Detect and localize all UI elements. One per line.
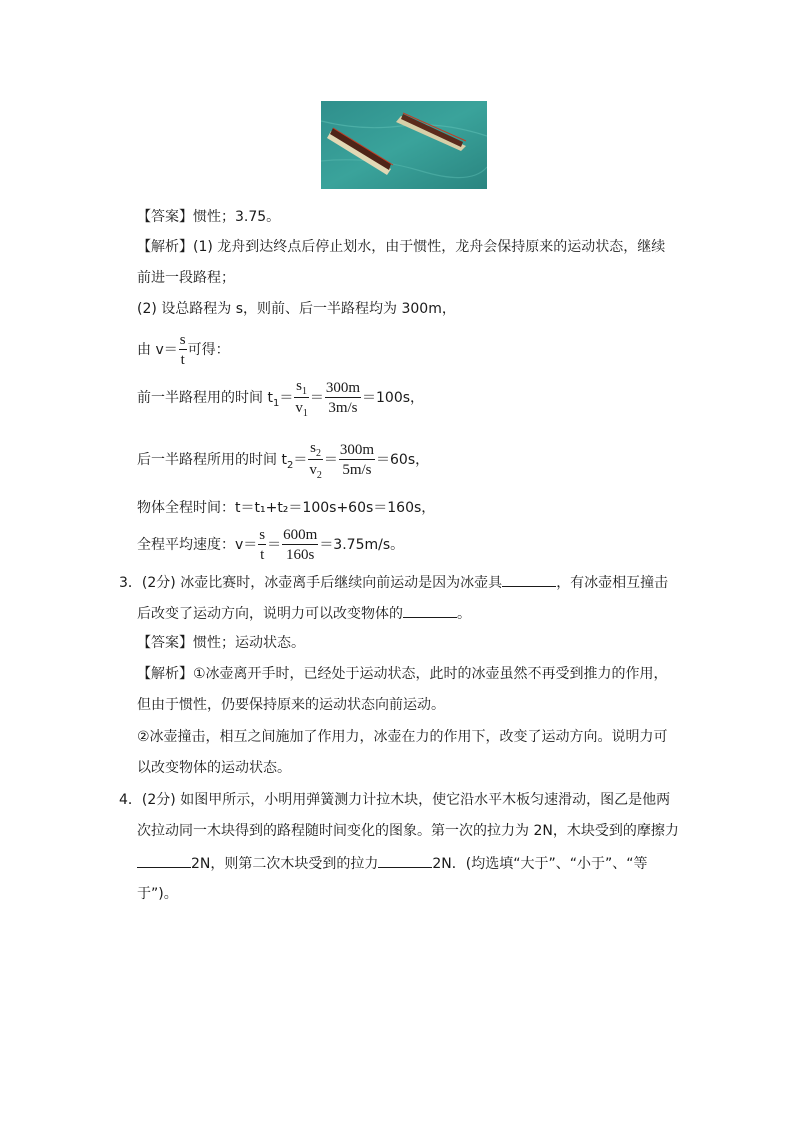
fraction-s1-over-v1: [294, 378, 309, 418]
q3-line1: [119, 572, 668, 593]
fraction-600m-over-160s: [282, 527, 318, 563]
t1-subscript: 1: [272, 398, 280, 409]
fraction-denominator: t: [260, 547, 265, 563]
fraction-denominator: 160s: [286, 547, 315, 563]
fraction-300m-over-3ms: [325, 380, 361, 416]
fraction-denominator: 5m/s: [342, 462, 372, 478]
q3-analysis-line2: 但由于惯性，仍要保持原来的运动状态向前运动。: [137, 697, 445, 713]
fraction-numerator: s: [259, 527, 266, 543]
v1-denominator: v: [295, 400, 303, 416]
answer-blank[interactable]: [403, 603, 457, 618]
fraction-s2-over-v2: [308, 440, 323, 480]
q2-part2-line: (2) 设总路程为 s，则前、后一半路程均为 300m，: [137, 301, 456, 317]
answer-blank[interactable]: [502, 572, 556, 587]
q3-analysis-line4: 以改变物体的运动状态。: [137, 760, 291, 776]
q2-t1-formula: [137, 378, 424, 420]
fraction-s-over-t: [179, 332, 187, 368]
q3-text: 。: [457, 606, 471, 622]
q4-line1: 4．(2分) 如图甲所示，小明用弹簧测力计拉木块，使它沿水平木板匀速滑动，图乙是他两: [119, 792, 671, 808]
formula-prefix: 由 v＝: [137, 342, 178, 358]
v2-subscript: 2: [316, 470, 322, 481]
fraction-300m-over-5ms: [339, 442, 375, 478]
formula-suffix: 可得：: [187, 342, 230, 358]
fraction-denominator: 3m/s: [328, 400, 358, 416]
q3-text: 3．(2分) 冰壶比赛时，冰壶离手后继续向前运动是因为冰壶具: [119, 575, 503, 591]
q2-analysis-line1: 【解析】(1) 龙舟到达终点后停止划水，由于惯性，龙舟会保持原来的运动状态，继续: [137, 239, 666, 255]
q3-answer: 【答案】惯性；运动状态。: [137, 635, 305, 651]
equals: ＝: [323, 452, 338, 468]
avg-result: ＝3.75m/s。: [319, 537, 405, 553]
fraction-numerator: 300m: [325, 380, 360, 396]
answer-blank[interactable]: [137, 853, 191, 868]
equals: ＝: [267, 537, 282, 553]
t2-subscript: 2: [286, 460, 294, 471]
q3-analysis-line3: ②冰壶撞击，相互之间施加了作用力，冰壶在力的作用下，改变了运动方向。说明力可: [137, 729, 668, 745]
avg-label: 全程平均速度：v＝: [137, 537, 258, 553]
v1-subscript: 1: [302, 408, 308, 419]
q3-text: ，有冰壶相互撞击: [556, 575, 669, 591]
q3-line2: [137, 603, 471, 624]
q2-average-speed: [137, 527, 404, 563]
t2-result: ＝60s，: [376, 452, 430, 468]
q4-line2: 次拉动同一木块得到的路程随时间变化的图象。第一次的拉力为 2N，木块受到的摩擦力: [137, 823, 679, 839]
dragon-boat-photo: [321, 101, 487, 189]
q2-analysis-line2: 前进一段路程；: [137, 270, 235, 286]
s1-subscript: 1: [302, 386, 307, 397]
q3-text: 后改变了运动方向，说明力可以改变物体的: [137, 606, 403, 622]
t2-label: 后一半路程所用的时间 t: [137, 452, 287, 468]
t1-label: 前一半路程用的时间 t: [137, 390, 273, 406]
s2-numerator: s: [310, 440, 316, 456]
equals: ＝: [293, 452, 308, 468]
fraction-s-over-t: [258, 527, 266, 563]
q4-line4: 于”)。: [137, 886, 178, 902]
q2-total-time: 物体全程时间：t＝t₁+t₂＝100s+60s＝160s，: [137, 500, 436, 516]
equals: ＝: [279, 390, 294, 406]
q4-line3: [137, 853, 648, 874]
s2-subscript: 2: [316, 448, 321, 459]
equals: ＝: [309, 390, 324, 406]
fraction-numerator: 600m: [283, 527, 318, 543]
s1-numerator: s: [296, 378, 302, 394]
fraction-numerator: 300m: [339, 442, 374, 458]
q4-text: 2N，则第二次木块受到的拉力: [191, 856, 379, 872]
fraction-denominator: t: [180, 352, 185, 368]
q2-t2-formula: [137, 440, 429, 482]
q3-analysis-line1: 【解析】①冰壶离开手时，已经处于运动状态，此时的冰壶虽然不再受到推力的作用，: [137, 666, 668, 682]
q4-text: 2N．(均选填“大于”、“小于”、“等: [432, 856, 648, 872]
q2-answer: 【答案】惯性；3.75。: [137, 209, 281, 225]
v2-denominator: v: [309, 462, 317, 478]
t1-result: ＝100s，: [362, 390, 425, 406]
q2-velocity-formula: [137, 332, 230, 368]
fraction-numerator: s: [179, 332, 186, 348]
answer-blank[interactable]: [378, 853, 432, 868]
